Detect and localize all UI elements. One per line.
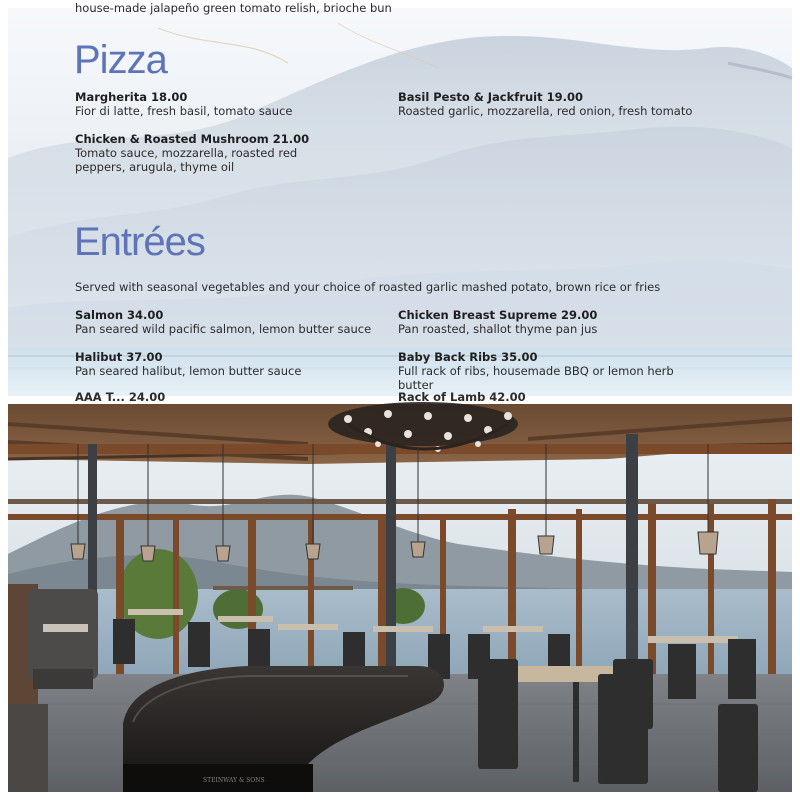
item-name: Margherita 18.00: [75, 90, 188, 104]
pizza-heading: Pizza: [74, 38, 167, 82]
entrees-intro: Served with seasonal vegetables and your choice of roasted garlic mashed potato, brown rice or fries: [75, 280, 661, 294]
piano-brand-label: STEINWAY & SONS: [203, 777, 265, 784]
menu-top-cut-text: house-made jalapeño green tomato relish, brioche bun: [75, 1, 392, 15]
menu-content: [8, 1, 792, 404]
item-desc: Pan seared halibut, lemon butter sauce: [75, 364, 302, 378]
menu-bottom-cut-right: Rack of Lamb 42.00: [398, 390, 526, 404]
item-name: Basil Pesto & Jackfruit 19.00: [398, 90, 583, 104]
menu-item-baby-back-ribs: [398, 350, 698, 392]
item-desc: Fior di latte, fresh basil, tomato sauce: [75, 104, 293, 118]
menu-item-salmon: [75, 308, 375, 336]
item-name: Halibut 37.00: [75, 350, 163, 364]
item-name: Salmon 34.00: [75, 308, 164, 322]
menu-item-margherita: [75, 90, 375, 118]
menu-item-chicken-breast: [398, 308, 698, 336]
entrees-heading: Entrées: [74, 220, 205, 264]
item-desc: Tomato sauce, mozzarella, roasted red peppers, arugula, thyme oil: [75, 146, 298, 174]
menu-panel: [8, 1, 792, 404]
menu-item-chicken-mushroom: [75, 132, 345, 174]
restaurant-interior-photo: [8, 404, 792, 792]
item-desc: Pan roasted, shallot thyme pan jus: [398, 322, 598, 336]
restaurant-interior-illustration: [8, 404, 792, 792]
item-name: Baby Back Ribs 35.00: [398, 350, 538, 364]
item-name: Chicken & Roasted Mushroom 21.00: [75, 132, 310, 146]
menu-bottom-cut-left: AAA T... 24.00: [75, 390, 166, 404]
menu-item-basil-pesto: [398, 90, 698, 118]
item-name: Chicken Breast Supreme 29.00: [398, 308, 598, 322]
item-desc: Roasted garlic, mozzarella, red onion, fresh tomato: [398, 104, 693, 118]
item-desc: Full rack of ribs, housemade BBQ or lemon herb butter: [398, 364, 674, 392]
item-desc: Pan seared wild pacific salmon, lemon butter sauce: [75, 322, 372, 336]
menu-item-halibut: [75, 350, 375, 378]
